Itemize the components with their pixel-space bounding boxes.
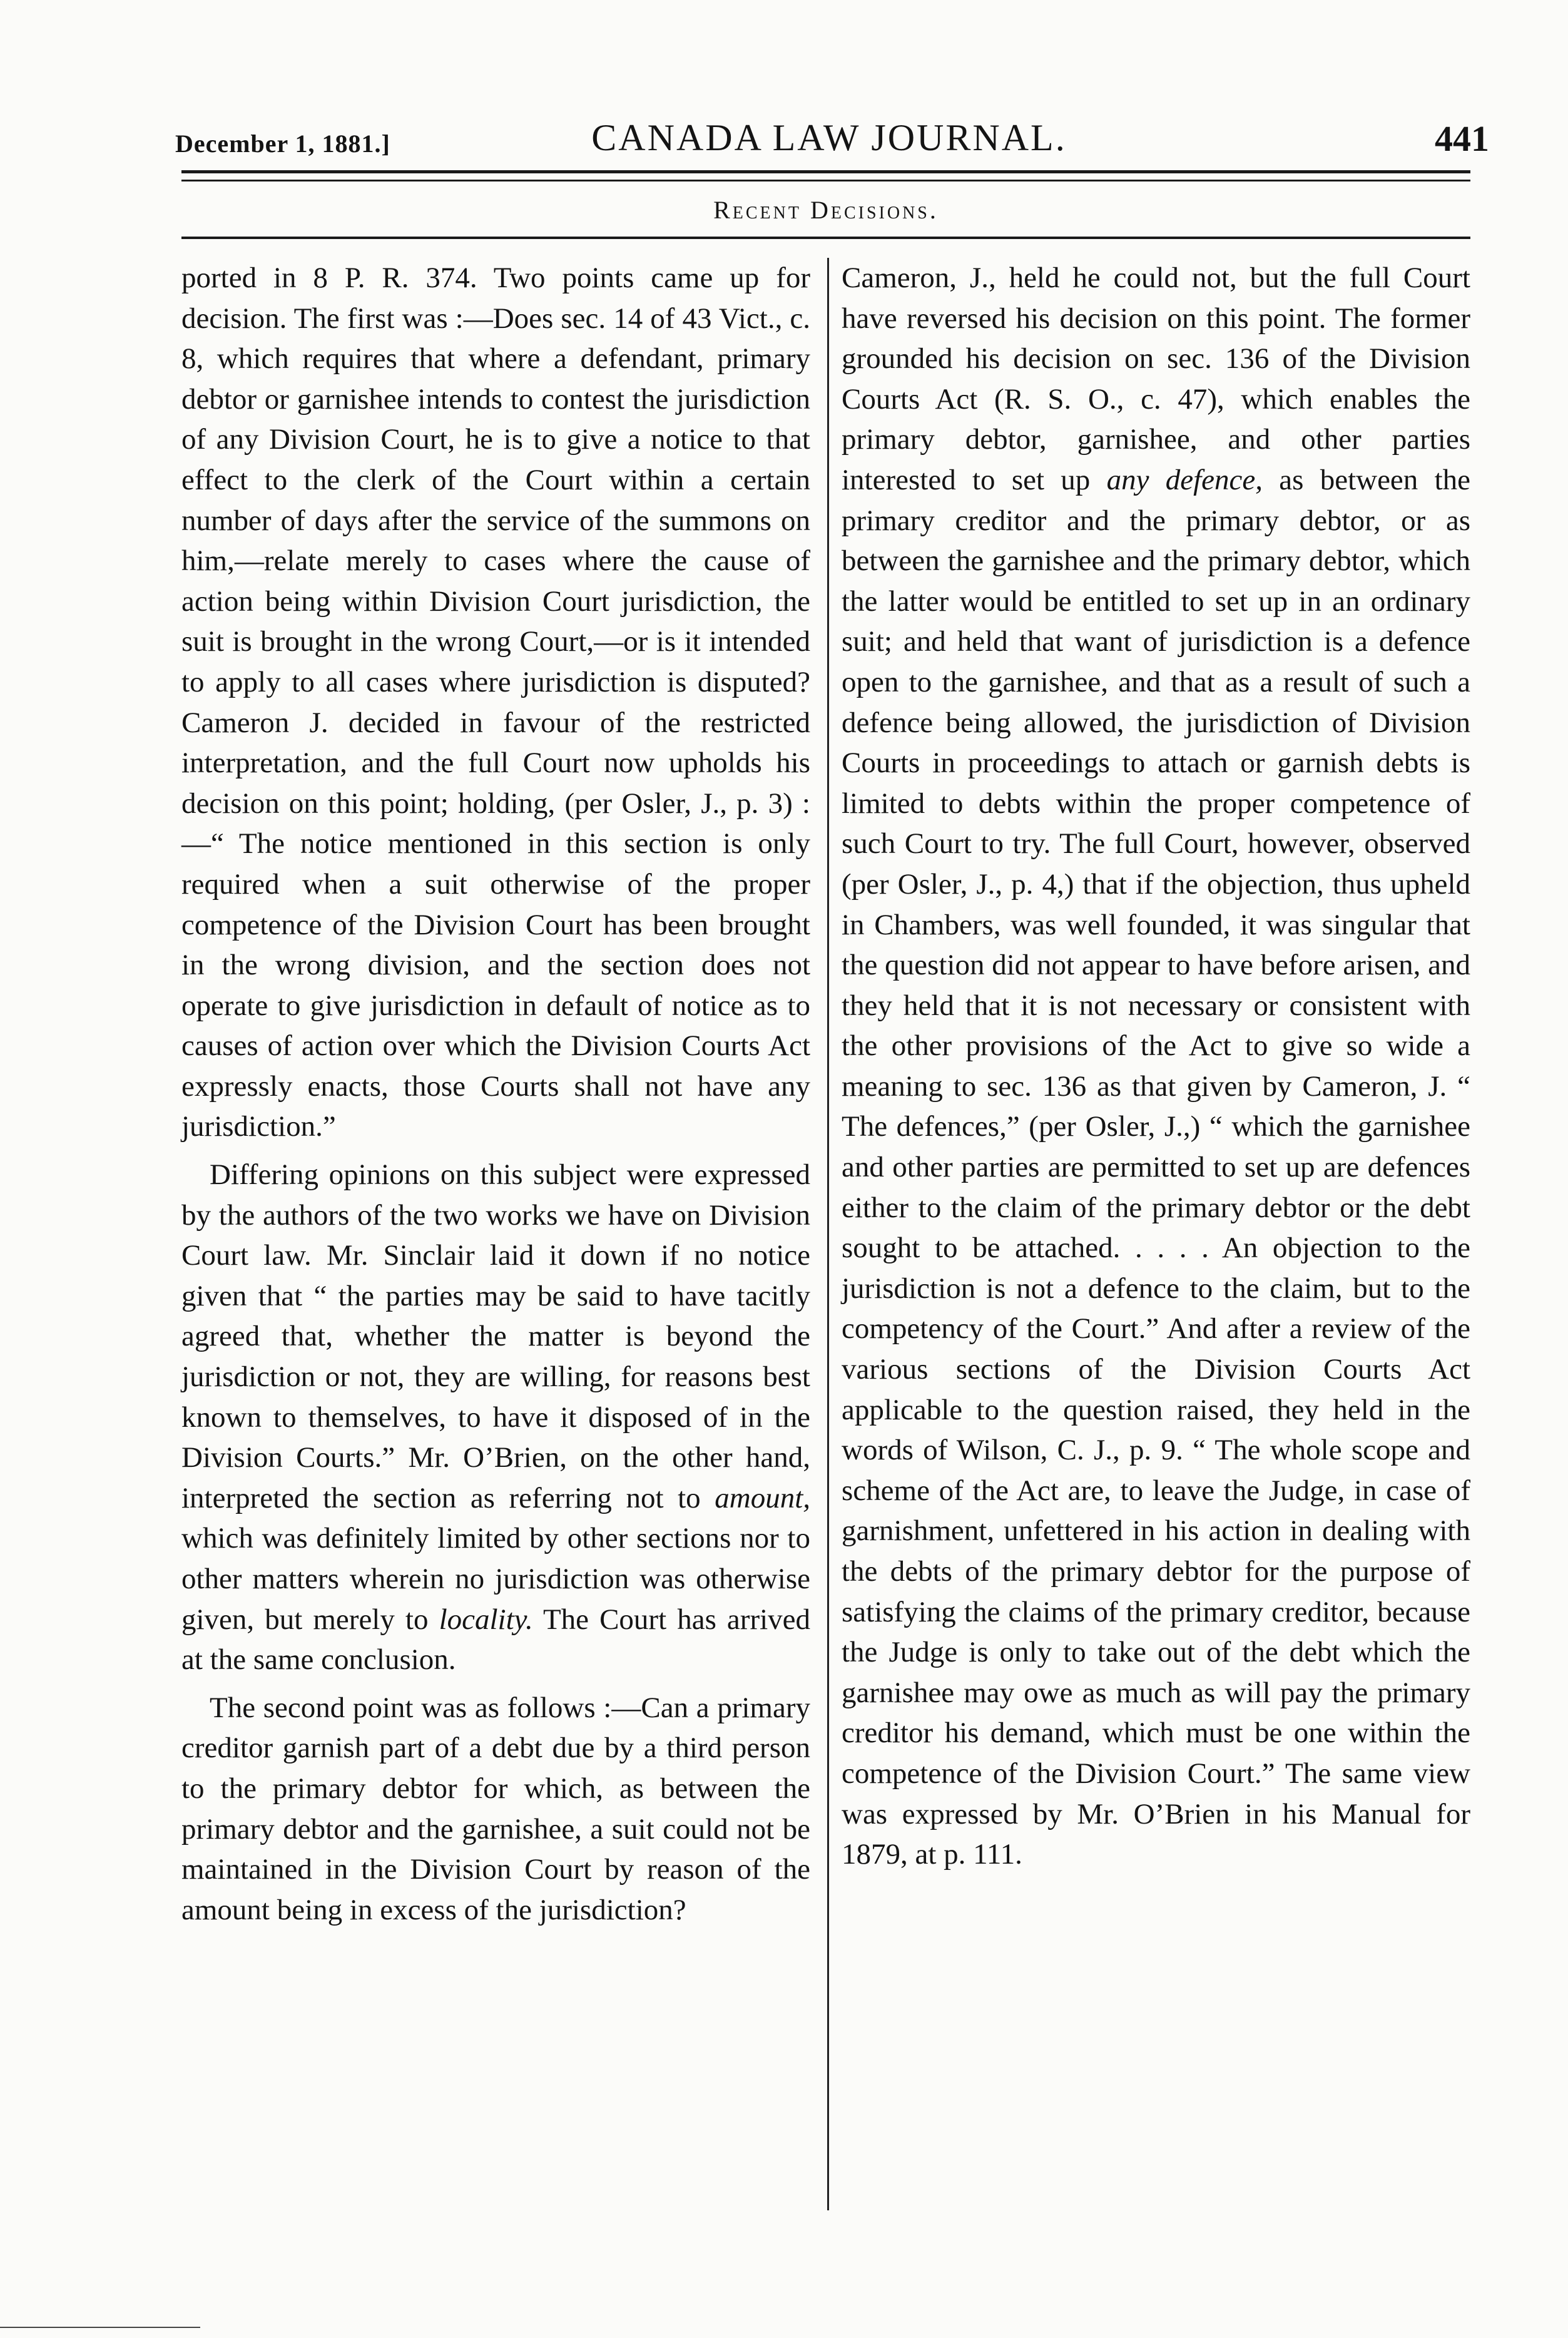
emphasis-amount: amount, <box>715 1481 811 1514</box>
emphasis-locality: locality. <box>439 1603 533 1636</box>
right-paragraph-1-text-b: as between the primary creditor and the primary debtor, or as between the garnishee and the primary debtor, which the latter would be entitled to set up in an ordinary suit; and held that want of jurisdiction is a defence open to the garnishee, and that as a result of such a defence being allowed, the jurisdiction of Division Courts in proceedings to attach or garnish debts is limited to debts within the proper competence of such Court to try. The full Court, however, observed (per Osler, J., p. 4,) that if the objection, thus upheld in Chambers, was well founded, it was singular that the question did not appear to have before arisen, and they held that it is not necessary or consistent with the other provisions of the Act to give so wide a meaning to sec. 136 as that given by Cameron, J. “ The defences,” (per Osler, J.,) “ which the garnishee and other parties are permitted to set up are defences either to the claim of the primary debtor or the debt sought to be attached. . . . . An objection to the jurisdiction is not a defence to the claim, but to the competency of the Court.” And after a review of the various sections of the Division Courts Act applicable to the question raised, they held in the words of Wilson, C. J., p. 9. “ The whole scope and scheme of the Act are, to leave the Judge, in case of garnishment, unfettered in his action in dealing with the debts of the primary debtor for the purpose of satisfying the claims of the primary creditor, because the Judge is only to take out of the debt which the garnishee may owe as much as will pay the primary creditor his demand, which must be one within the competence of the Division Court.” The same view was expressed by Mr. O’Brien in his Manual for 1879, at p. 111. <box>842 463 1470 1871</box>
left-paragraph-2-text-b: which was definitely limited by other sections nor to other matters wherein no jurisdiction was otherwise given, but merely to <box>181 1522 810 1636</box>
right-column <box>842 258 1470 1875</box>
page-number: 441 <box>1435 118 1489 159</box>
left-paragraph-2 <box>181 1155 810 1680</box>
left-paragraph-3: The second point was as follows :—Can a primary creditor garnish part of a debt due by a third person to the primary debtor for which, as between the primary debtor and the garnishee, a suit could not be maintained in the Division Court by reason of the amount being in excess of the jurisdiction? <box>181 1691 810 1926</box>
left-column <box>181 258 810 1930</box>
left-paragraph-1: ported in 8 P. R. 374. Two points came up for decision. The first was :—Does sec. 14 of 43 Vict., c. 8, which requires that where a defendant, primary debtor or garnishee intends to contest the jurisdiction of any Division Court, he is to give a notice to that effect to the clerk of the Court within a certain number of days after the service of the summons on him,—relate merely to cases where the cause of action being within Division Court jurisdiction, the suit is brought in the wrong Court,—or is it intended to apply to all cases where jurisdiction is disputed? Cameron J. decided in favour of the restricted interpretation, and the full Court now upholds his decision on this point; holding, (per Osler, J., p. 3) :—“ The notice mentioned in this section is only required when a suit otherwise of the proper competence of the Division Court has been brought in the wrong division, and the section does not operate to give jurisdiction in default of notice as to causes of action over which the Division Courts Act expressly enacts, those Courts shall not have any jurisdiction.” <box>181 262 810 1143</box>
section-rule <box>181 237 1470 239</box>
header-rule-thick <box>181 170 1470 173</box>
left-paragraph-2-text-a: Differing opinions on this subject were expressed by the authors of the two works we have on Division Court law. Mr. Sinclair laid it down if no notice given that “ the parties may be said to have tacitly agreed that, whether the matter is beyond the jurisdiction or not, they are willing, for reasons best known to themselves, to have it disposed of in the Division Courts.” Mr. O’Brien, on the other hand, interpreted the section as referring not to <box>181 1158 810 1514</box>
footer-rule <box>0 2327 200 2328</box>
right-paragraph-1 <box>842 258 1470 1875</box>
running-head <box>169 111 1489 168</box>
emphasis-any-defence: any defence, <box>1106 463 1263 496</box>
issue-date: December 1, 1881.] <box>175 130 390 158</box>
column-divider <box>827 258 829 2210</box>
left-paragraph-2-text-c: The Court has arrived at the same conclusion. <box>181 1603 811 1677</box>
journal-title: CANADA LAW JOURNAL. <box>591 117 1067 158</box>
header-rule-thin <box>181 180 1470 181</box>
section-title: Recent Decisions. <box>713 196 939 224</box>
right-paragraph-1-text-a: Cameron, J., held he could not, but the full Court have reversed his decision on this point. The former grounded his decision on sec. 136 of the Division Courts Act (R. S. O., c. 47), which enables the primary debtor, garnishee, and other parties interested to set up <box>842 262 1470 496</box>
